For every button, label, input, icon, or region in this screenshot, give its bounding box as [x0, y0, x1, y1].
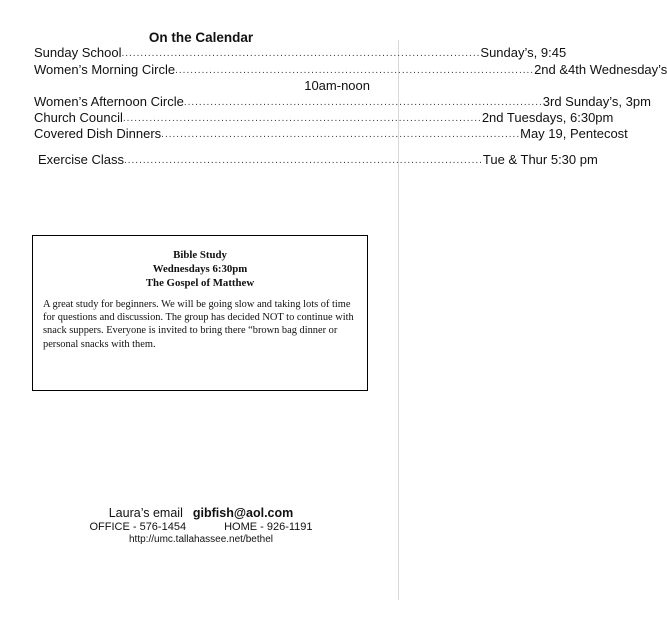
- calendar-row-value: 2nd &4th Wednesday’s: [534, 62, 667, 77]
- calendar-row-church-council: [34, 110, 614, 126]
- calendar-row-label: Exercise Class: [38, 152, 124, 167]
- email-line: [0, 506, 402, 520]
- office-phone: OFFICE - 576-1454: [89, 521, 187, 533]
- leader-dots: ...............................................................................................: [121, 48, 481, 59]
- website-link[interactable]: http://umc.tallahassee.net/bethel: [129, 534, 273, 545]
- calendar-row-label: Women’s Morning Circle: [34, 62, 176, 77]
- bible-study-time: Wednesdays 6:30pm: [152, 263, 248, 275]
- leader-dots: ...............................................................................................: [175, 65, 535, 76]
- leader-dots: ...............................................................................................: [123, 155, 483, 166]
- phone-line: [0, 521, 402, 533]
- calendar-row-value: Sunday’s, 9:45: [480, 45, 567, 60]
- calendar-title: On the Calendar: [148, 30, 254, 45]
- leader-dots: ...............................................................................................: [183, 97, 543, 108]
- leader-dots: ...............................................................................................: [161, 129, 521, 140]
- calendar-row-covered-dish: [34, 126, 628, 142]
- bible-study-subject: The Gospel of Matthew: [145, 277, 255, 289]
- calendar-row-label: Church Council: [34, 110, 123, 125]
- leader-dots: ...............................................................................................: [122, 113, 482, 124]
- calendar-row-exercise-class: [38, 152, 598, 168]
- bible-study-description: A great study for beginners. We will be going slow and taking lots of time for questions and discussion. The group has decided NOT to continue with snack suppers. Everyone is invited to bring there “brown bag dinner or personal snacks with them.: [43, 299, 354, 350]
- calendar-row-value: May 19, Pentecost: [520, 126, 628, 141]
- calendar-row-label: Covered Dish Dinners: [34, 126, 162, 141]
- bible-study-heading: Bible Study: [173, 249, 227, 261]
- home-phone: HOME - 926-1191: [224, 521, 313, 533]
- calendar-row-label: Sunday School: [34, 45, 122, 60]
- email-label: Laura’s email: [108, 506, 183, 520]
- calendar-row-value: 2nd Tuesdays, 6:30pm: [481, 110, 614, 125]
- morning-circle-time: 10am-noon: [304, 78, 370, 93]
- calendar-row-afternoon-circle: [34, 94, 651, 110]
- calendar-row-value: 3rd Sunday’s, 3pm: [542, 94, 651, 109]
- calendar-row-sunday-school: [34, 45, 567, 61]
- calendar-row-value: Tue & Thur 5:30 pm: [482, 152, 598, 167]
- calendar-row-morning-circle: [34, 62, 667, 78]
- bible-study-box: [32, 235, 368, 391]
- email-address[interactable]: gibfish@aol.com: [192, 506, 294, 520]
- calendar-row-label: Women’s Afternoon Circle: [34, 94, 184, 109]
